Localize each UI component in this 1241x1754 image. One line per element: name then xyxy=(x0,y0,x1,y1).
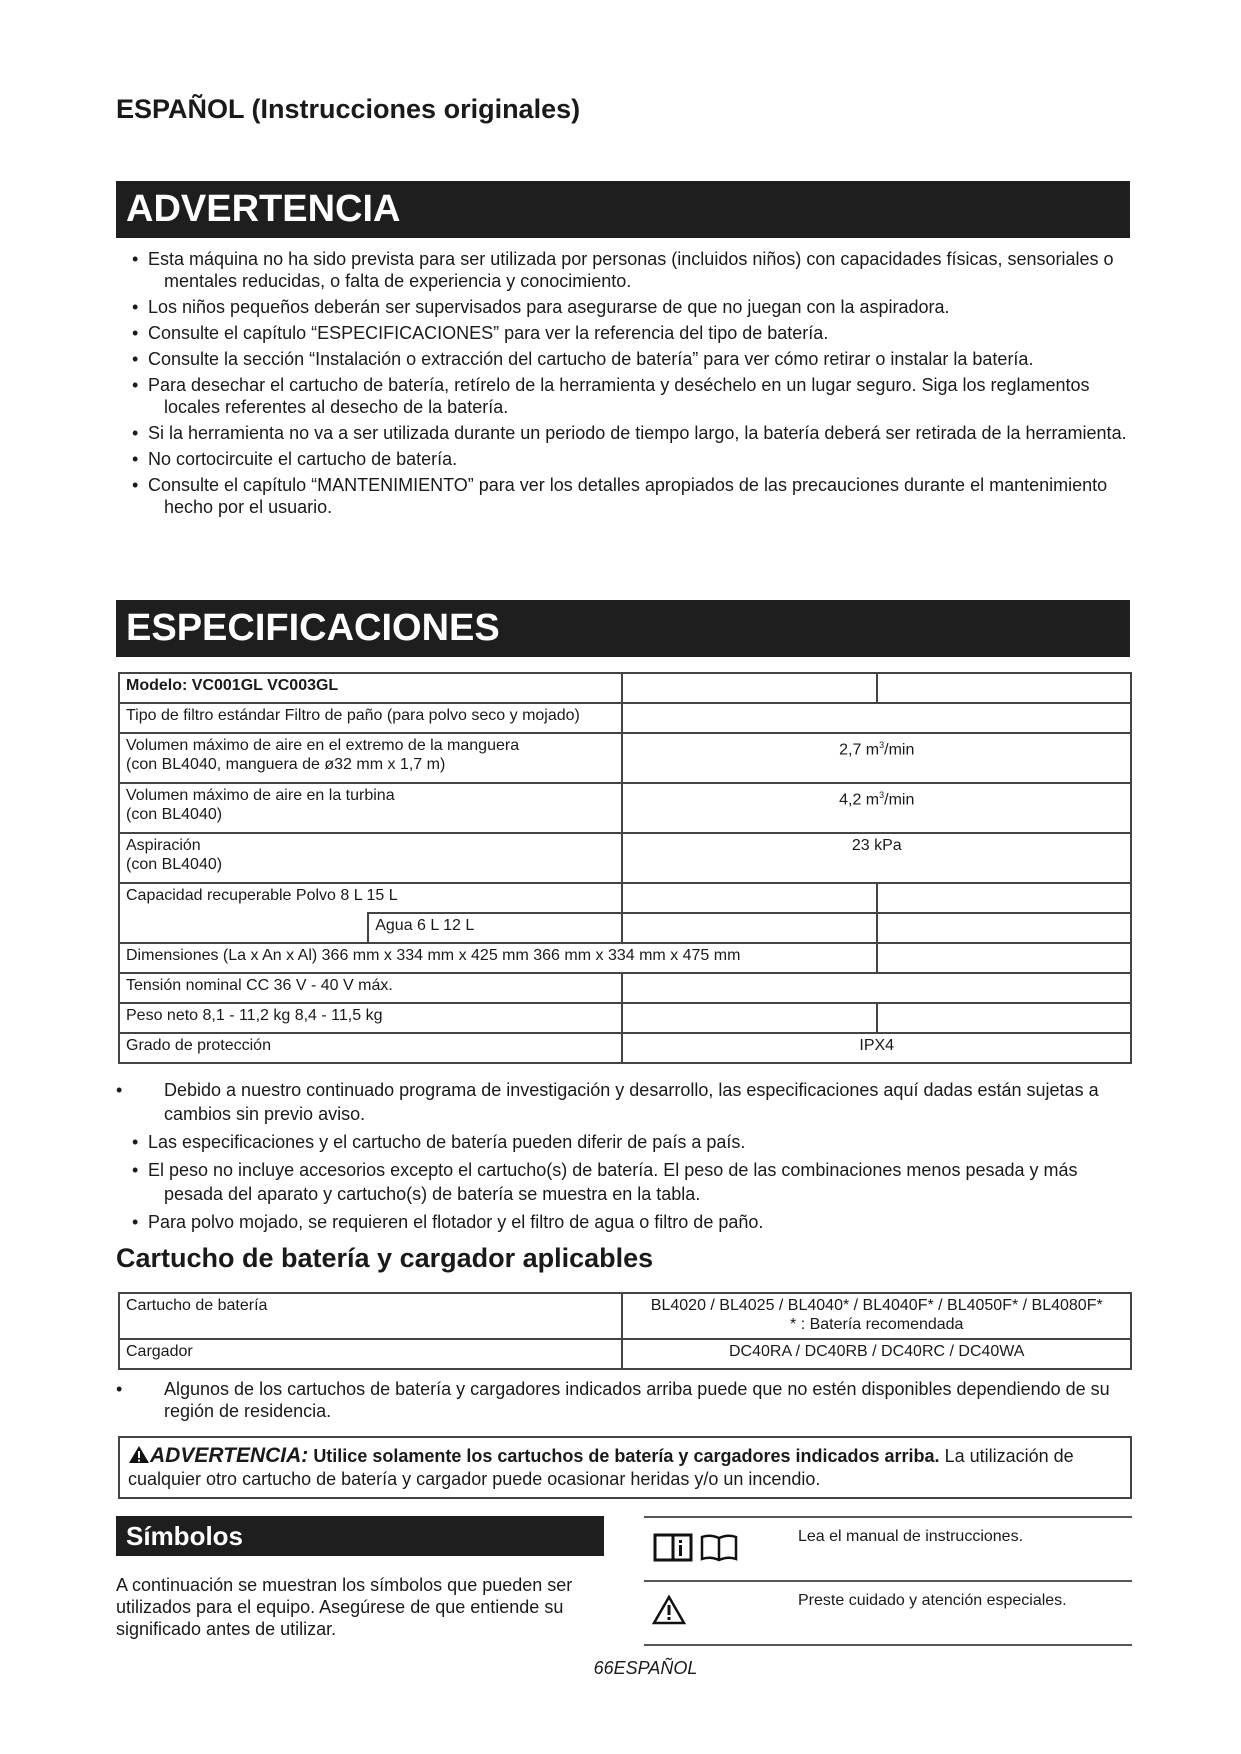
table-row xyxy=(119,913,1131,943)
battery-value xyxy=(622,1293,1131,1339)
list-item: • Para polvo mojado, se requieren el flotador y el filtro de agua o filtro de paño. xyxy=(132,1212,764,1232)
spec-cell-empty xyxy=(877,913,1131,943)
simbolos-banner: Símbolos xyxy=(116,1516,604,1556)
battery-label: Cartucho de batería xyxy=(119,1293,622,1339)
table-row xyxy=(119,1339,1131,1369)
spec-turbine-airflow-label: Volumen máximo de aire en la turbina xyxy=(126,787,395,804)
unit-exp: 3 xyxy=(879,740,885,750)
especificaciones-banner: ESPECIFICACIONES xyxy=(116,600,1130,657)
value: 4,2 m xyxy=(839,791,880,809)
list-item: • Consulte el capítulo “ESPECIFICACIONES” para ver la referencia del tipo de batería. xyxy=(132,323,829,343)
spec-protection-label: Grado de protección xyxy=(119,1033,622,1063)
list-item: • Los niños pequeños deberán ser supervisados para asegurarse de que no juegan con la aspiradora. xyxy=(132,297,950,317)
list-item: • Consulte el capítulo “MANTENIMIENTO” para ver los detalles apropiados de las precauciones durante el mantenimiento hecho por el usuario. xyxy=(132,475,1108,517)
warning-triangle-icon xyxy=(652,1594,686,1631)
charger-label: Cargador xyxy=(119,1339,622,1369)
spec-cell-empty xyxy=(877,673,1131,703)
spec-suction-label: Aspiración xyxy=(126,837,201,854)
list-item: • Debido a nuestro continuado programa de investigación y desarrollo, las especificaciones aquí dadas están sujetas a cambios sin previo aviso. xyxy=(116,1080,1099,1124)
spec-hose-airflow-label: Volumen máximo de aire en el extremo de la manguera xyxy=(126,737,520,754)
list-item: • Las especificaciones y el cartucho de batería pueden diferir de país a país. xyxy=(132,1132,746,1152)
spec-suction-sub: (con BL4040) xyxy=(126,856,223,873)
spec-cell-empty xyxy=(622,973,1131,1003)
list-item: • Consulte la sección “Instalación o extracción del cartucho de batería” para ver cómo retirar o instalar la batería. xyxy=(132,349,1034,369)
warning-box xyxy=(118,1436,1132,1499)
symbol-row xyxy=(644,1580,1132,1646)
spec-turbine-airflow xyxy=(119,783,622,833)
table-row xyxy=(119,1293,1131,1339)
table-row xyxy=(119,783,1131,833)
list-item: • Si la herramienta no va a ser utilizada durante un periodo de tiempo largo, la batería deberá ser retirada de la herramienta. xyxy=(132,423,1127,443)
spec-capacity-water: Agua 6 L 12 L xyxy=(368,913,622,943)
spec-model: Modelo: VC001GL VC003GL xyxy=(119,673,622,703)
spec-capacity-dust: Capacidad recuperable Polvo 8 L 15 L xyxy=(119,883,622,913)
battery-heading: Cartucho de batería y cargador aplicables xyxy=(116,1243,654,1273)
table-row xyxy=(119,973,1131,1003)
page-title: ESPAÑOL (Instrucciones originales) xyxy=(116,94,581,124)
spec-suction-value: 23 kPa xyxy=(622,833,1131,883)
list-item: • Esta máquina no ha sido prevista para ser utilizada por personas (incluidos niños) con capacidades físicas, sensoriales o mentales reducidas, o falta de experiencia y conocimiento. xyxy=(132,249,1114,291)
spec-cell-empty xyxy=(877,1003,1131,1033)
battery-notes xyxy=(116,1378,1132,1426)
warning-bold: Utilice solamente los cartuchos de batería y cargadores indicados arriba. xyxy=(313,1446,940,1466)
warning-label: ADVERTENCIA: xyxy=(150,1444,309,1467)
spec-cell-empty xyxy=(622,883,876,913)
manual-icon xyxy=(652,1530,748,1569)
simbolos-intro: A continuación se muestran los símbolos que pueden ser utilizados para el equipo. Asegúrese de que entiende su significado antes de utilizar. xyxy=(116,1575,573,1639)
spec-table xyxy=(118,672,1132,1064)
spec-hose-airflow xyxy=(119,733,622,783)
table-row xyxy=(119,1003,1131,1033)
page-number: 66ESPAÑOL xyxy=(593,1658,698,1678)
battery-note: * : Batería recomendada xyxy=(790,1316,964,1333)
spec-cell-empty xyxy=(622,1003,876,1033)
list-item: • Algunos de los cartuchos de batería y cargadores indicados arriba puede que no estén disponibles dependiendo de su región de residencia. xyxy=(116,1379,1110,1421)
charger-value: DC40RA / DC40RB / DC40RC / DC40WA xyxy=(622,1339,1131,1369)
list-item: • El peso no incluye accesorios excepto el cartucho(s) de batería. El peso de las combinaciones menos pesada y más pesada del aparato y cartucho(s) de batería se muestra en la tabla. xyxy=(132,1160,1078,1204)
spec-cell-empty xyxy=(877,883,1131,913)
warning-text: La utilización de cualquier otro cartucho de batería y cargador puede ocasionar heridas y/o un incendio. xyxy=(128,1446,1074,1489)
battery-table xyxy=(118,1292,1132,1370)
spec-turbine-airflow-value xyxy=(622,783,1131,833)
list-item: • Para desechar el cartucho de batería, retírelo de la herramienta y deséchelo en un lugar seguro. Siga los reglamentos locales referentes al desecho de la batería. xyxy=(132,375,1090,417)
table-row xyxy=(119,703,1131,733)
advertencia-list xyxy=(116,248,1132,522)
spec-suction xyxy=(119,833,622,883)
spec-weight: Peso neto 8,1 - 11,2 kg 8,4 - 11,5 kg xyxy=(119,1003,622,1033)
spec-hose-airflow-value xyxy=(622,733,1131,783)
spec-cell-empty xyxy=(119,913,368,943)
warning-triangle-icon xyxy=(128,1445,150,1464)
spec-cell-empty xyxy=(622,913,876,943)
symbol-label: Preste cuidado y atención especiales. xyxy=(798,1592,1067,1609)
symbol-table xyxy=(644,1516,1132,1646)
list-item: • No cortocircuite el cartucho de batería. xyxy=(132,449,458,469)
spec-voltage: Tensión nominal CC 36 V - 40 V máx. xyxy=(119,973,622,1003)
table-row xyxy=(119,673,1131,703)
spec-hose-airflow-sub: (con BL4040, manguera de ø32 mm x 1,7 m) xyxy=(126,756,446,773)
table-row xyxy=(119,1033,1131,1063)
unit-exp: 3 xyxy=(879,790,885,800)
table-row xyxy=(119,733,1131,783)
spec-cell-empty xyxy=(877,943,1131,973)
unit-tail: /min xyxy=(884,791,915,809)
symbol-label: Lea el manual de instrucciones. xyxy=(798,1528,1024,1545)
value: 2,7 m xyxy=(839,741,880,759)
spec-cell-empty xyxy=(622,703,1131,733)
advertencia-banner: ADVERTENCIA xyxy=(116,181,1130,238)
table-row xyxy=(119,943,1131,973)
spec-protection-value: IPX4 xyxy=(622,1033,1131,1063)
symbol-row xyxy=(644,1516,1132,1580)
unit-tail: /min xyxy=(884,741,915,759)
spec-dimensions: Dimensiones (La x An x Al) 366 mm x 334 mm x 425 mm 366 mm x 334 mm x 475 mm xyxy=(119,943,877,973)
spec-filter: Tipo de filtro estándar Filtro de paño (para polvo seco y mojado) xyxy=(119,703,622,733)
spec-notes xyxy=(116,1078,1132,1238)
table-row xyxy=(119,883,1131,913)
spec-turbine-airflow-sub: (con BL4040) xyxy=(126,806,223,823)
spec-cell-empty xyxy=(622,673,876,703)
table-row xyxy=(119,833,1131,883)
battery-models: BL4020 / BL4025 / BL4040* / BL4040F* / BL4050F* / BL4080F* xyxy=(650,1297,1103,1314)
